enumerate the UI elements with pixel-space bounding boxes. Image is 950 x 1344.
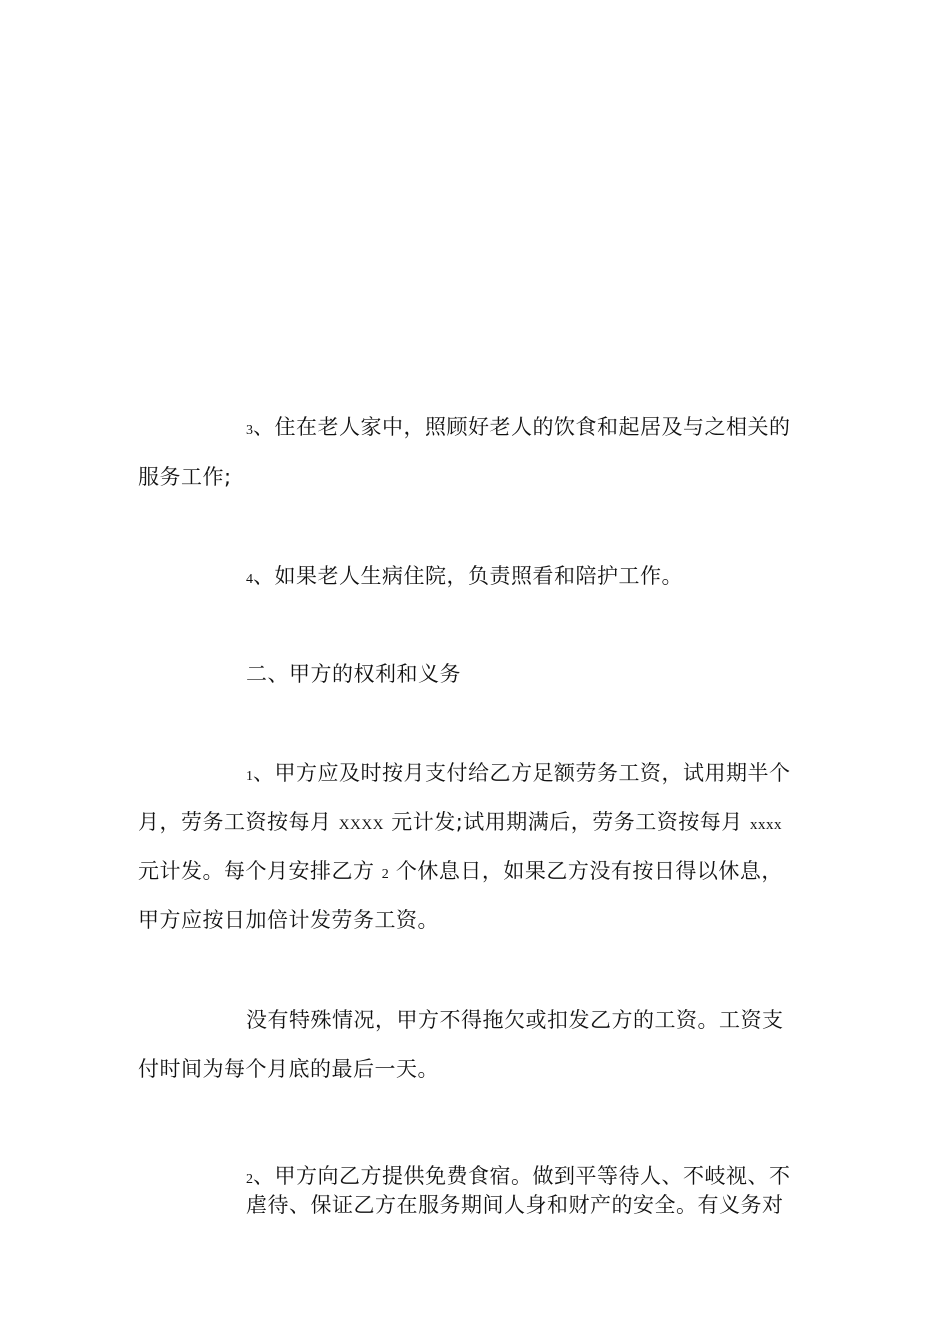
clause-3-number: 3	[246, 423, 253, 438]
article-1-line-1	[246, 759, 791, 791]
clause-4-text: 、如果老人生病住院，负责照看和陪护工作。	[253, 564, 683, 588]
article-1-number: 1	[246, 769, 253, 784]
clause-3-line-2: 服务工作;	[138, 465, 232, 489]
article-1-line-2-a: 月，劳务工资按每月	[138, 810, 339, 834]
article-2-line-2: 虐待、保证乙方在服务期间人身和财产的安全。有义务对	[246, 1193, 784, 1217]
wage-paragraph-line-1: 没有特殊情况，甲方不得拖欠或扣发乙方的工资。工资支	[246, 1008, 784, 1032]
rest-days-count: 2	[381, 867, 389, 882]
clause-4-line-1	[246, 562, 683, 594]
article-1-line-3	[138, 857, 783, 889]
article-2-line-1	[246, 1162, 791, 1194]
clause-4-number: 4	[246, 572, 253, 587]
clause-3-line-1	[246, 413, 791, 445]
regular-wage-amount: xxxx	[749, 817, 782, 833]
article-1-line-2	[138, 808, 782, 839]
clause-3-text: 、住在老人家中，照顾好老人的饮食和起居及与之相关的	[253, 415, 791, 439]
article-1-line-4: 甲方应按日加倍计发劳务工资。	[138, 908, 439, 932]
article-2-text: 、甲方向乙方提供免费食宿。做到平等待人、不岐视、不	[253, 1164, 791, 1188]
article-1-line-2-b: 元计发;试用期满后，劳务工资按每月	[384, 810, 750, 834]
wage-paragraph-line-2: 付时间为每个月底的最后一天。	[138, 1057, 439, 1081]
section-heading-2: 二、甲方的权利和义务	[246, 662, 461, 686]
article-1-line-3-b: 个休息日，如果乙方没有按日得以休息，	[388, 859, 783, 883]
article-2-number: 2	[246, 1172, 253, 1187]
article-1-line-3-a: 元计发。每个月安排乙方	[138, 859, 382, 883]
article-1-text: 、甲方应及时按月支付给乙方足额劳务工资，试用期半个	[253, 761, 791, 785]
trial-wage-amount: XXXX	[338, 817, 385, 833]
